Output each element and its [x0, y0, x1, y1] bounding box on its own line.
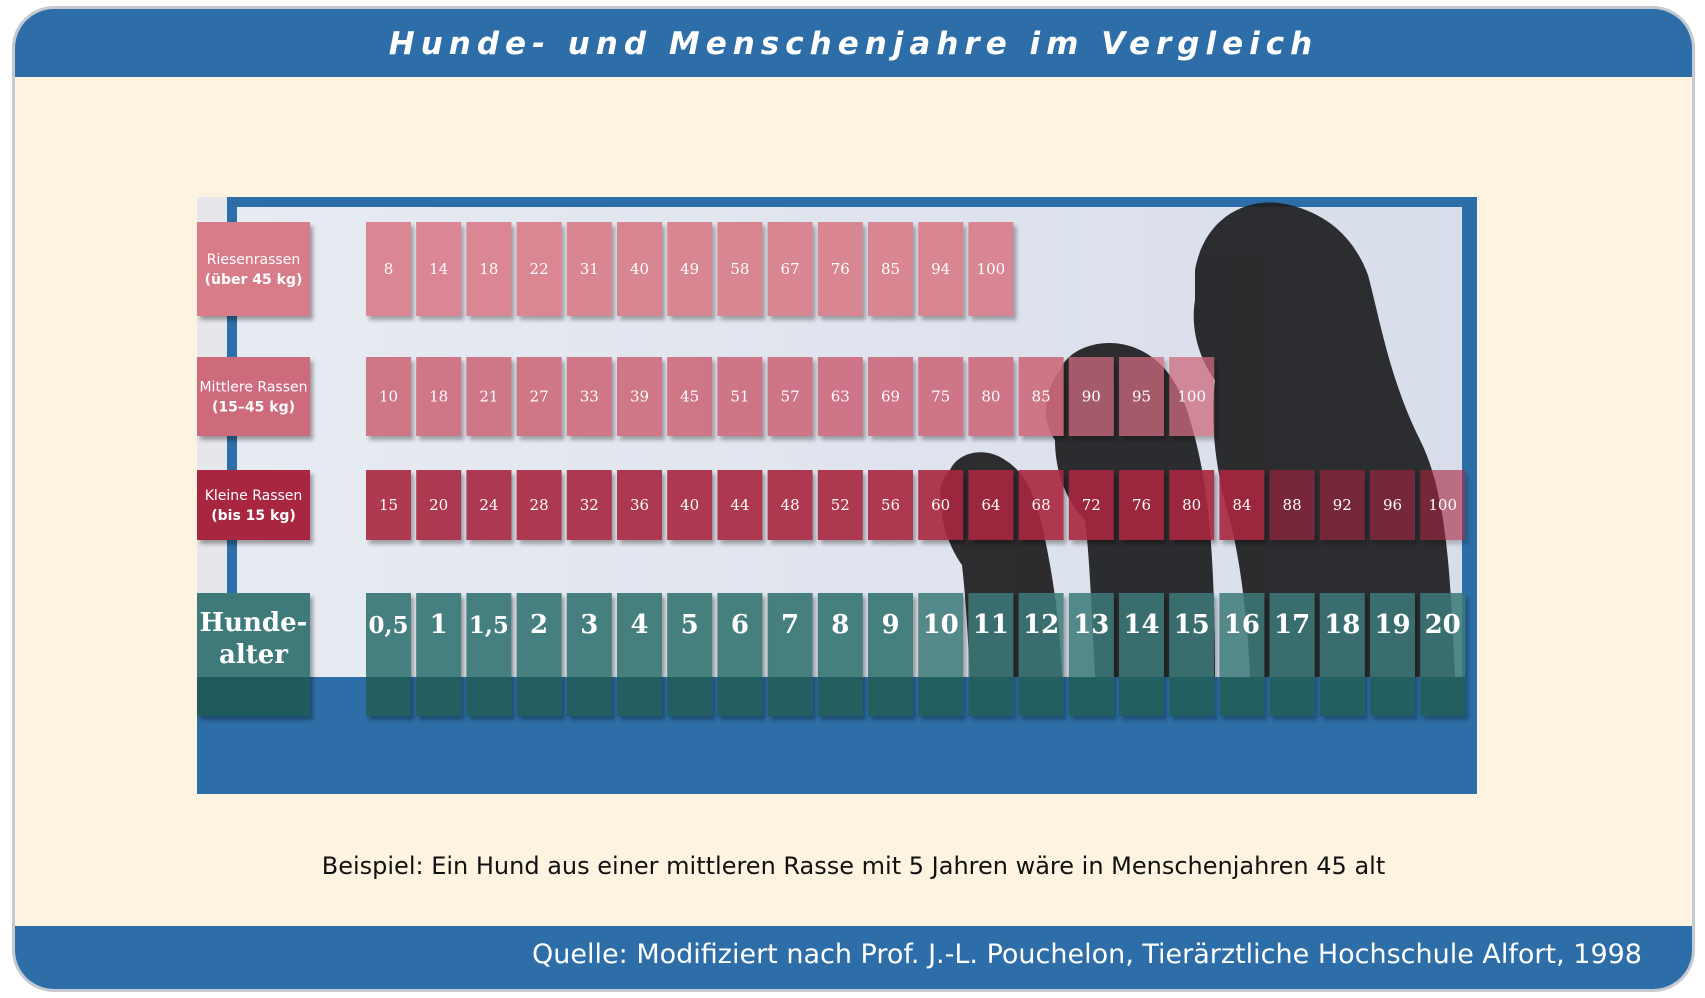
cell-value: 10 [378, 387, 399, 406]
cell-value: 31 [579, 260, 599, 278]
age-value: 4 [630, 610, 649, 640]
age-header-line: Hunde- [199, 608, 308, 638]
cell-value: 48 [780, 496, 800, 514]
row-label-line: Riesenrassen [206, 252, 301, 268]
age-value: 6 [730, 610, 749, 640]
age-cell-base-21 [1420, 677, 1465, 716]
age-header-line: alter [219, 640, 288, 670]
cell-value: 100 [976, 260, 1006, 278]
age-cell-base-6 [667, 677, 712, 716]
cell-value: 22 [529, 260, 549, 278]
cell-value: 45 [680, 387, 700, 406]
age-value: 18 [1324, 610, 1361, 640]
cell-value: 18 [479, 260, 499, 278]
cell-value: 56 [880, 496, 901, 514]
cell-value: 64 [981, 496, 1001, 514]
age-cell-base-13 [1019, 677, 1064, 716]
cell-value: 100 [1177, 387, 1207, 406]
age-value: 8 [831, 610, 850, 640]
age-value: 19 [1374, 610, 1411, 640]
cell-value: 80 [1182, 496, 1202, 514]
age-cell-base-3 [517, 677, 562, 716]
cell-value: 63 [830, 387, 850, 406]
age-value: 0,5 [368, 612, 409, 639]
age-header-base [197, 677, 310, 716]
cell-value: 57 [780, 387, 800, 406]
cell-value: 33 [579, 387, 599, 406]
age-cell-base-9 [818, 677, 863, 716]
cell-value: 21 [479, 387, 499, 406]
age-cell-base-16 [1169, 677, 1214, 716]
cell-value: 100 [1428, 496, 1458, 514]
cell-value: 51 [730, 387, 750, 406]
age-value: 20 [1424, 610, 1461, 640]
cell-value: 85 [880, 260, 901, 278]
cell-value: 15 [378, 496, 399, 514]
cell-value: 44 [730, 496, 750, 514]
age-cell-base-20 [1370, 677, 1415, 716]
age-value: 12 [1023, 610, 1060, 640]
cell-value: 58 [730, 260, 750, 278]
age-cell-base-12 [968, 677, 1013, 716]
age-cell-base-18 [1270, 677, 1315, 716]
cell-value: 80 [981, 387, 1001, 406]
cell-value: 76 [1131, 496, 1152, 514]
cell-value: 96 [1382, 496, 1403, 514]
age-value: 13 [1073, 610, 1110, 640]
row-label-line: Mittlere Rassen [199, 379, 308, 396]
cell-value: 36 [629, 496, 650, 514]
cell-value: 90 [1081, 387, 1101, 406]
age-value: 1 [429, 610, 448, 640]
cell-value: 84 [1232, 496, 1252, 514]
age-value: 10 [922, 610, 959, 640]
cell-value: 94 [931, 260, 951, 278]
age-value: 1,5 [468, 612, 509, 639]
source-text: Quelle: Modifiziert nach Prof. J.-L. Pouchelon, Tierärztliche Hochschule Alfort, 1998 [532, 939, 1642, 970]
age-cell-base-10 [868, 677, 913, 716]
cell-value: 92 [1332, 496, 1352, 514]
age-cell-base-0 [366, 677, 411, 716]
cell-value: 76 [830, 260, 850, 278]
cell-value: 40 [680, 496, 700, 514]
cell-value: 95 [1131, 387, 1152, 406]
cell-value: 88 [1282, 496, 1302, 514]
age-cell-base-2 [466, 677, 511, 716]
chart-title: Hunde- und Menschenjahre im Vergleich [388, 26, 1319, 62]
age-cell-base-5 [617, 677, 662, 716]
row-label-line: (bis 15 kg) [211, 508, 296, 524]
age-value: 16 [1223, 610, 1260, 640]
age-value: 17 [1274, 610, 1311, 640]
row-label-box-kleine-rassen [197, 470, 310, 540]
age-value: 11 [972, 610, 1009, 640]
age-cell-base-15 [1119, 677, 1164, 716]
row-label-line: Kleine Rassen [204, 488, 303, 504]
cell-value: 24 [479, 496, 499, 514]
cell-value: 18 [429, 387, 449, 406]
cell-value: 75 [931, 387, 951, 406]
age-cell-base-19 [1320, 677, 1365, 716]
row-label-line: (über 45 kg) [204, 272, 303, 288]
age-value: 7 [781, 610, 800, 640]
cell-value: 67 [780, 260, 800, 278]
cell-value: 27 [529, 387, 549, 406]
age-value: 2 [530, 610, 549, 640]
cell-value: 52 [830, 496, 850, 514]
cell-value: 8 [383, 260, 394, 278]
row-label-line: (15–45 kg) [212, 399, 295, 416]
example-note: Beispiel: Ein Hund aus einer mittleren Rasse mit 5 Jahren wäre in Menschenjahren 45 alt [321, 852, 1386, 880]
age-cell-base-4 [567, 677, 612, 716]
age-cell-base-11 [918, 677, 963, 716]
cell-value: 69 [880, 387, 901, 406]
age-cell-base-8 [768, 677, 813, 716]
cell-value: 28 [529, 496, 549, 514]
age-value: 3 [580, 610, 599, 640]
age-cell-base-7 [717, 677, 762, 716]
cell-value: 39 [629, 387, 650, 406]
age-cell-base-17 [1219, 677, 1264, 716]
age-value: 5 [680, 610, 699, 640]
age-cell-base-1 [416, 677, 461, 716]
row-label-box-riesenrassen [197, 222, 310, 316]
cell-value: 14 [429, 260, 449, 278]
cell-value: 85 [1031, 387, 1051, 406]
age-value: 15 [1173, 610, 1210, 640]
row-label-box-mittlere-rassen [197, 357, 310, 436]
cell-value: 60 [931, 496, 951, 514]
cell-value: 20 [429, 496, 449, 514]
cell-value: 32 [579, 496, 599, 514]
cell-value: 72 [1081, 496, 1101, 514]
age-value: 9 [881, 610, 900, 640]
cell-value: 40 [629, 260, 650, 278]
age-cell-base-14 [1069, 677, 1114, 716]
age-value: 14 [1123, 610, 1160, 640]
cell-value: 68 [1031, 496, 1051, 514]
cell-value: 49 [680, 260, 700, 278]
